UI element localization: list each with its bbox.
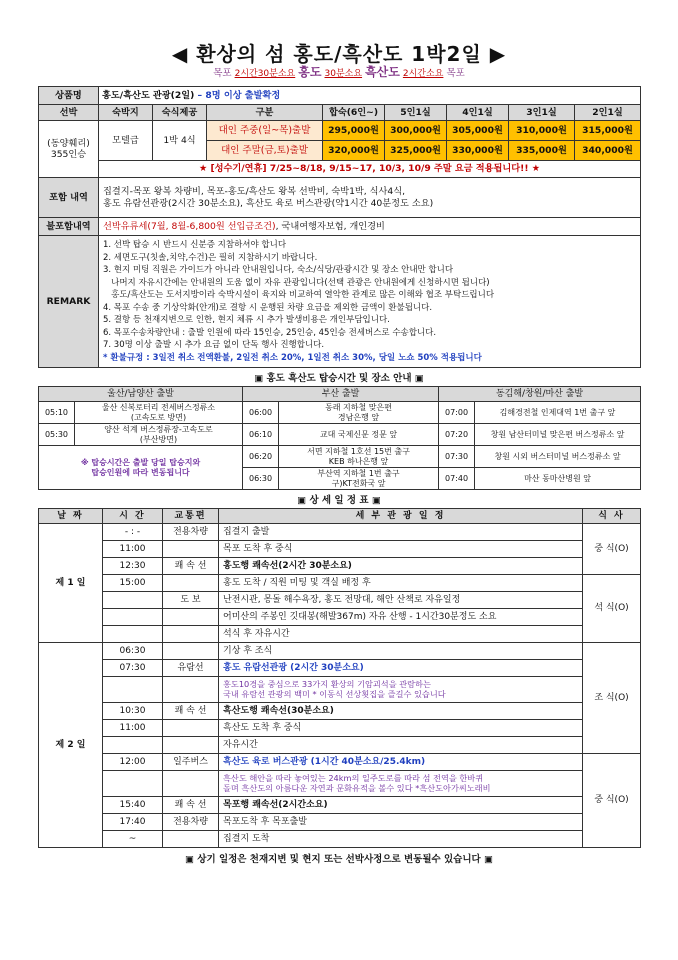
boarding-place: 부산역 지하철 1번 출구 구)KT전화국 앞 (279, 468, 439, 490)
header-price: 5인1실 (385, 105, 447, 121)
schedule-transport: 쾌 속 선 (163, 703, 219, 720)
route-place: 흑산도 (365, 65, 400, 79)
schedule-time: 15:00 (103, 575, 163, 592)
price-cell: 295,000원 (323, 121, 385, 141)
price-cell: 320,000원 (323, 141, 385, 161)
schedule-time: 06:30 (103, 643, 163, 660)
schedule-time (103, 592, 163, 609)
schedule-detail: 목포도착 후 목포출발 (219, 814, 583, 831)
schedule-transport (163, 720, 219, 737)
schedule-time: 07:30 (103, 660, 163, 677)
schedule-transport (163, 831, 219, 848)
schedule-title: ▣ 상 세 일 정 표 ▣ (297, 495, 381, 506)
price-cell: 340,000원 (575, 141, 641, 161)
day2-label: 제 2 일 (39, 643, 103, 848)
boarding-place: 김해경전철 인제대역 1번 출구 앞 (475, 402, 641, 424)
schedule-detail: 홍도행 쾌속선(2시간 30분소요) (219, 558, 583, 575)
region-busan: 부산 출발 (243, 387, 439, 402)
schedule-transport (163, 609, 219, 626)
schedule-detail: 홍도 유람선관광 (2시간 30분소요) (219, 660, 583, 677)
region-gimhae: 동김해/창원/마산 출발 (439, 387, 641, 402)
boarding-place: 교대 국제신문 정문 앞 (279, 424, 439, 446)
price-row-label: 대인 주중(일~목)출발 (207, 121, 323, 141)
schedule-transport: 쾌 속 선 (163, 797, 219, 814)
boarding-time: 07:40 (439, 468, 475, 490)
product-title: 홍도/흑산도 관광(2일) (102, 89, 195, 101)
schedule-transport (163, 575, 219, 592)
ship-name: (동양훼리) 355인승 (39, 121, 99, 178)
exclude-label: 불포함내역 (39, 218, 99, 236)
header-price: 합숙(6인~) (323, 105, 385, 121)
schedule-transport: 일주버스 (163, 754, 219, 771)
boarding-place: 창원 남산터미널 맞은편 버스정류소 앞 (475, 424, 641, 446)
schedule-time: 11:00 (103, 720, 163, 737)
header-date: 날 짜 (39, 509, 103, 524)
remark-item: 4. 목포 수송 중 기상악화(안개)로 결항 시 운행된 차량 요금을 제외한 금액이 환불됩니다. (103, 302, 433, 313)
product-label: 상품명 (39, 87, 99, 105)
route-place: 목포 (446, 68, 465, 79)
price-cell: 330,000원 (447, 141, 509, 161)
include-details (99, 178, 641, 218)
header-meals: 숙식제공 (153, 105, 207, 121)
price-cell: 300,000원 (385, 121, 447, 141)
boarding-place: 양산 석계 버스정류장-고속도로 (부산방면) (75, 424, 243, 446)
schedule-detail: 목포행 쾌속선(2시간소요) (219, 797, 583, 814)
header-time: 시 간 (103, 509, 163, 524)
schedule-detail: 석식 후 자유시간 (219, 626, 583, 643)
header-ship: 선박 (39, 105, 99, 121)
boarding-time: 06:30 (243, 468, 279, 490)
remark-item: 나머지 자유시간에는 안내원의 도움 없이 자유 관광입니다(선택 관광은 안내원에게 신청하시면 됩니다) (103, 277, 490, 288)
meals-count: 1박 4식 (153, 121, 207, 161)
schedule-detail: 목포 도착 후 중식 (219, 541, 583, 558)
schedule-detail: 흑산도 해안을 따라 놓여있는 24km의 일주도로를 따라 섬 전역을 한바퀴 돌며 흑산도의 아름다운 자연과 문화유적을 볼수 있다 *흑산도아가씨노래비 (219, 771, 583, 797)
schedule-detail: 흑산도 도착 후 중식 (219, 720, 583, 737)
meal: 석 식(O) (583, 575, 641, 643)
schedule-detail: 어미산의 주봉인 깃대봉(해발367m) 자유 산행 - 1시간30분정도 소요 (219, 609, 583, 626)
exclude-rest: , 국내여행자보험, 개인경비 (275, 220, 385, 232)
schedule-detail: 난전시관, 몽돌 해수욕장, 홍도 전망대, 해안 산책로 자유일정 (219, 592, 583, 609)
price-cell: 325,000원 (385, 141, 447, 161)
remark-item: 7. 30명 이상 출발 시 추가 요금 없이 단독 행사 진행합니다. (103, 340, 325, 350)
schedule-transport (163, 541, 219, 558)
include-line: 홍도 유람선관광(2시간 30분소요), 흑산도 육로 버스관광(약1시간 40분정도 소요) (103, 197, 434, 209)
schedule-time: 10:30 (103, 703, 163, 720)
remark-item: 1. 선박 탑승 시 반드시 신분증 지참하셔야 합니다 (103, 240, 287, 250)
product-confirm-note: – 8명 이상 출발확정 (194, 89, 281, 101)
boarding-time: 07:00 (439, 402, 475, 424)
remark-item: 2. 세면도구(칫솔,치약,수건)은 필히 지참하시기 바랍니다. (103, 252, 318, 263)
refund-policy: * 환불규정 : 3일전 취소 전액환불, 2일전 취소 20%, 1일전 취소 30%, 당일 노쇼 50% 적용됩니다 (103, 352, 482, 363)
remark-list (99, 236, 641, 368)
meal: 중 식(O) (583, 524, 641, 575)
schedule-time (103, 737, 163, 754)
boarding-place: 창원 시외 버스터미널 버스정류소 앞 (475, 446, 641, 468)
boarding-place: 서면 지하철 1호선 15번 출구 KEB 하나은행 앞 (279, 446, 439, 468)
page-title: ◀ 환상의 섬 홍도/흑산도 1박2일 ▶ (171, 42, 507, 66)
boarding-time: 05:10 (39, 402, 75, 424)
remark-item: 5. 결항 등 천재지변으로 인한, 현지 체류 시 추가 발생비용은 개인부담입니다. (103, 315, 390, 325)
schedule-table (38, 508, 641, 848)
route-duration: 2시간소요 (402, 69, 444, 79)
price-cell: 315,000원 (575, 121, 641, 141)
product-info-table (38, 86, 641, 368)
remark-item: 홍도/흑산도는 도서지방이라 숙박시설이 육지와 비교하여 열악한 관계로 많은 이해와 협조 부탁드립니다 (103, 290, 495, 300)
schedule-detail: 집결지 도착 (219, 831, 583, 848)
schedule-transport (163, 677, 219, 703)
include-label: 포함 내역 (39, 178, 99, 218)
header-detail: 세 부 관 광 일 정 (219, 509, 583, 524)
route-duration: 30분소요 (324, 69, 363, 79)
header-price: 2인1실 (575, 105, 641, 121)
exclude-details (99, 218, 641, 236)
schedule-transport: 유람선 (163, 660, 219, 677)
schedule-transport (163, 643, 219, 660)
header-price: 4인1실 (447, 105, 509, 121)
schedule-time: 17:40 (103, 814, 163, 831)
schedule-detail: 기상 후 조식 (219, 643, 583, 660)
price-row-label: 대인 주말(금,토)출발 (207, 141, 323, 161)
meal: 조 식(O) (583, 643, 641, 754)
schedule-transport: 전용차량 (163, 524, 219, 541)
schedule-transport (163, 771, 219, 797)
header-meal: 식 사 (583, 509, 641, 524)
boarding-time: 07:20 (439, 424, 475, 446)
schedule-transport (163, 626, 219, 643)
product-name (99, 87, 641, 105)
include-line: 집결지-목포 왕복 차량비, 목포-홍도/흑산도 왕복 선박비, 숙박1박, 식사4식, (103, 186, 406, 198)
header-transport: 교통편 (163, 509, 219, 524)
price-cell: 310,000원 (509, 121, 575, 141)
schedule-time (103, 609, 163, 626)
schedule-time: - : - (103, 524, 163, 541)
meal: 중 식(O) (583, 754, 641, 848)
schedule-time (103, 771, 163, 797)
day1-label: 제 1 일 (39, 524, 103, 643)
remark-item: 3. 현지 미팅 직원은 가이드가 아니라 안내원입니다, 숙소/식당/관광시간 및 장소 안내만 합니다 (103, 265, 454, 275)
schedule-detail: 홍도 도착 / 직원 미팅 및 객실 배정 후 (219, 575, 583, 592)
route-place: 목포 (213, 68, 232, 79)
remark-item: 6. 목포수송차량안내 : 출발 인원에 따라 15인승, 25인승, 45인승 전세버스로 수송합니다. (103, 327, 437, 338)
schedule-transport (163, 737, 219, 754)
region-ulsan: 울산/남양산 출발 (39, 387, 243, 402)
boarding-time: 06:00 (243, 402, 279, 424)
schedule-detail: 흑산도 육로 버스관광 (1시간 40분소요/25.4km) (219, 754, 583, 771)
route-duration: 2시간30분소요 (234, 69, 296, 79)
schedule-time (103, 626, 163, 643)
schedule-detail: 집결지 출발 (219, 524, 583, 541)
remark-label: REMARK (39, 236, 99, 368)
header-lodging: 숙박지 (99, 105, 153, 121)
schedule-time (103, 677, 163, 703)
schedule-detail: 흑산도행 쾌속선(30분소요) (219, 703, 583, 720)
boarding-notice: ※ 탑승시간은 출발 당일 탑승지와 탑승인원에 따라 변동됩니다 (39, 446, 243, 490)
boarding-title: ▣ 홍도 흑산도 탑승시간 및 장소 안내 ▣ (254, 373, 424, 384)
schedule-transport: 쾌 속 선 (163, 558, 219, 575)
schedule-time: 11:00 (103, 541, 163, 558)
boarding-time: 06:10 (243, 424, 279, 446)
price-cell: 335,000원 (509, 141, 575, 161)
boarding-place: 마산 동마산병원 앞 (475, 468, 641, 490)
schedule-time: 12:00 (103, 754, 163, 771)
lodging-type: 모텔급 (99, 121, 153, 161)
fuel-surcharge: 선박유류세(7월, 8월-6,800원 선입금조건) (103, 220, 276, 232)
boarding-place: 동래 지하철 맞은편 경남은행 앞 (279, 402, 439, 424)
boarding-time: 07:30 (439, 446, 475, 468)
peak-season-note: ★ [성수기/연휴] 7/25~8/18, 9/15~17, 10/3, 10/9 주말 요금 적용됩니다!! ★ (99, 161, 641, 178)
schedule-time: 15:40 (103, 797, 163, 814)
schedule-transport: 도 보 (163, 592, 219, 609)
route-line (38, 64, 640, 86)
schedule-detail: 자유시간 (219, 737, 583, 754)
boarding-time: 05:30 (39, 424, 75, 446)
header-type: 구분 (207, 105, 323, 121)
price-cell: 305,000원 (447, 121, 509, 141)
boarding-table (38, 386, 641, 490)
boarding-time: 06:20 (243, 446, 279, 468)
schedule-time: ~ (103, 831, 163, 848)
boarding-place: 울산 신복로터리 전세버스정류소 (고속도로 방면) (75, 402, 243, 424)
schedule-time: 12:30 (103, 558, 163, 575)
route-place: 홍도 (298, 65, 322, 79)
schedule-detail: 홍도10경을 중심으로 33가지 환상의 기암괴석을 관람하는 국내 유람선 관광의 백미 * 이동식 선상횟집을 즐길수 있습니다 (219, 677, 583, 703)
header-price: 3인1실 (509, 105, 575, 121)
schedule-transport: 전용차량 (163, 814, 219, 831)
schedule-footer-note: ▣ 상기 일정은 천재지변 및 현지 또는 선박사정으로 변동될수 있습니다 ▣ (185, 854, 493, 865)
